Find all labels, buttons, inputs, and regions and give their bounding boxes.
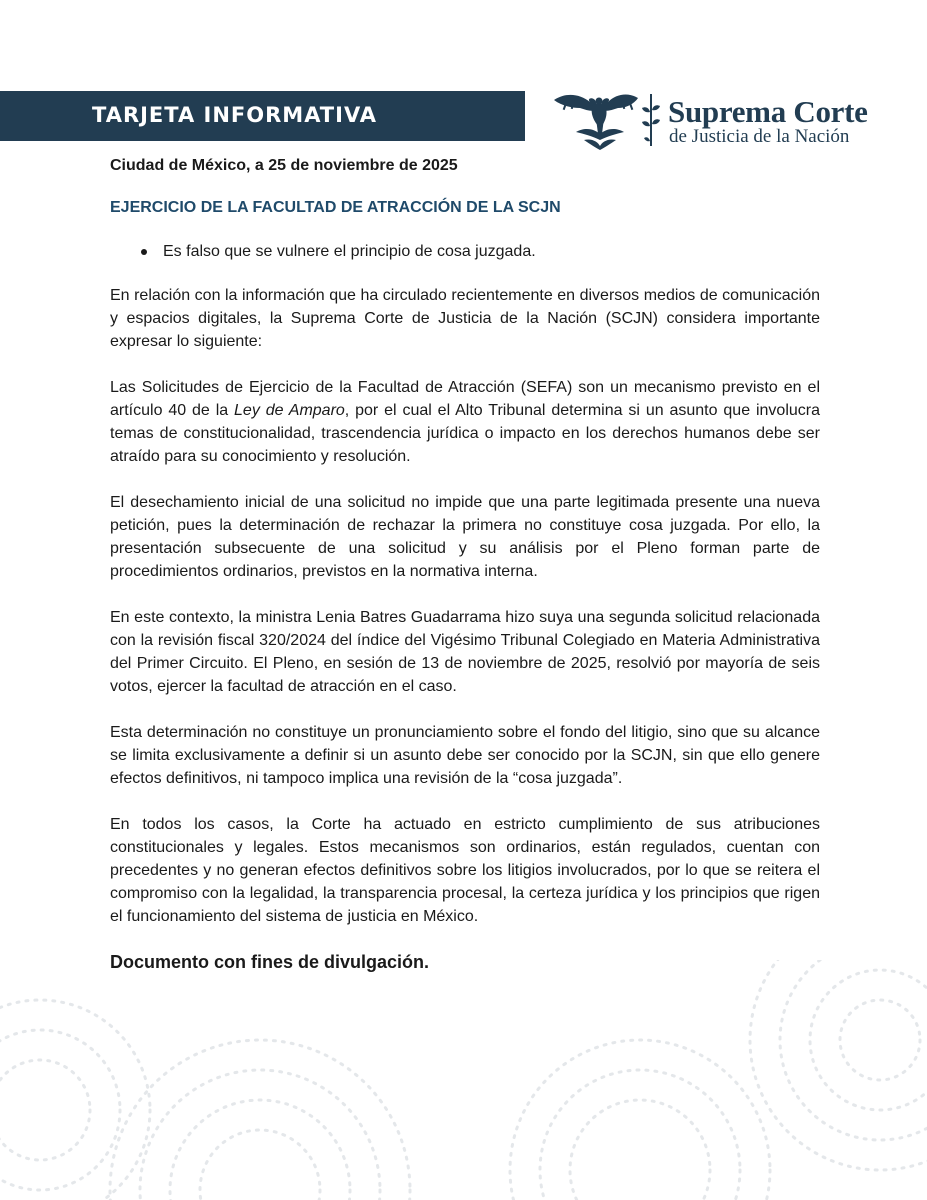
decorative-pattern-icon [0,960,927,1200]
paragraph-6: En todos los casos, la Corte ha actuado en estricto cumplimiento de sus atribuciones constitucionales y legales. Estos mecanismos son ordinarios, están regulados, cuentan con precedentes y no generan efectos definitivos sobre los litigios involucrados, por lo que se reitera el compromiso con la legalidad, la transparencia procesal, la certeza jurídica y los principios que rigen el funcionamiento del sistema de justicia en México. [110,816,820,925]
paragraph-5: Esta determinación no constituye un pronunciamiento sobre el fondo del litigio, sino que su alcance se limita exclusivamente a definir si un asunto debe ser conocido por la SCJN, sin que ello genere efectos definitivos, ni tampoco implica una revisión de la “cosa juzgada”. [110,724,820,787]
paragraph-1: En relación con la información que ha circulado recientemente en diversos medios de comunicación y espacios digitales, la Suprema Corte de Justicia de la Nación (SCJN) considera importante expresar lo siguiente: [110,287,820,350]
paragraph-2: Las Solicitudes de Ejercicio de la Facultad de Atracción (SEFA) son un mecanismo previsto en el artículo 40 de la Ley de Amparo, por el cual el Alto Tribunal determina si un asunto que involucra temas de constitucionalidad, trascendencia jurídica o impacto en los derechos humanos debe ser atraído para su conocimiento y resolución. [110,379,820,465]
paragraph-4: En este contexto, la ministra Lenia Batres Guadarrama hizo suya una segunda solicitud relacionada con la revisión fiscal 320/2024 del índice del Vigésimo Tribunal Colegiado en Materia Administrativa del Primer Circuito. El Pleno, en sesión de 13 de noviembre de 2025, resolvió por mayoría de seis votos, ejercer la facultad de atracción en el caso. [110,609,820,695]
dateline: Ciudad de México, a 25 de noviembre de 2025 [110,157,458,174]
subject-heading: EJERCICIO DE LA FACULTAD DE ATRACCIÓN DE LA SCJN [110,199,561,216]
law-title: Ley de Amparo [234,402,345,419]
bullet-item [110,240,820,263]
bullet-text: Es falso que se vulnere el principio de cosa juzgada. [163,243,536,260]
paragraph-3: El desechamiento inicial de una solicitud no impide que una parte legitimada presente una nueva petición, pues la determinación de rechazar la primera no constituye cosa juzgada. Por ello, la presentación subsecuente de una solicitud y su análisis por el Pleno forman parte de procedimientos ordinarios, previstos en la normativa interna. [110,494,820,580]
logo-subtitle: de Justicia de la Nación [669,126,850,147]
closing-note: Documento con fines de divulgación. [110,952,430,972]
logo-title: Suprema Corte [668,94,868,129]
banner-title: TARJETA INFORMATIVA [92,103,378,127]
document-body [110,154,820,974]
bullet-dot-icon [141,249,147,255]
bullet-list [110,240,820,263]
